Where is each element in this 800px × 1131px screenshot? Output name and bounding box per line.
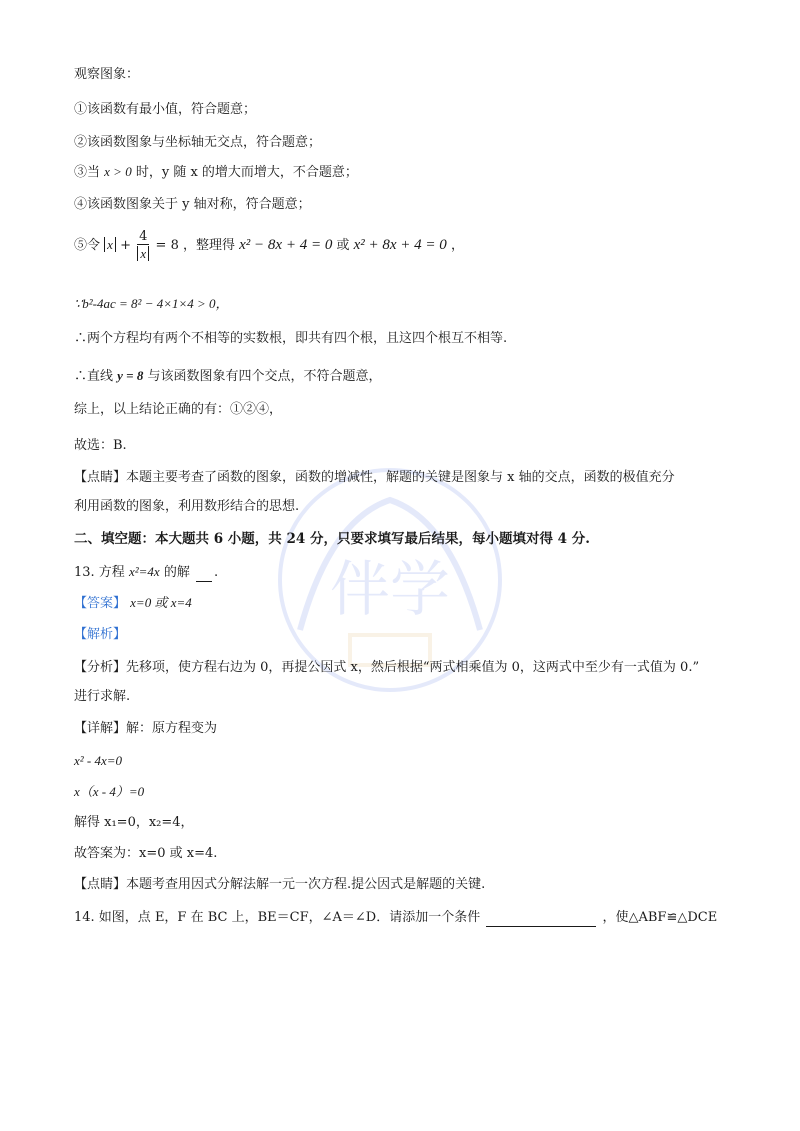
text-fragment: 的解 bbox=[163, 565, 190, 580]
text-line: ④该函数图象关于 y 轴对称，符合题意； bbox=[74, 197, 311, 212]
text-line: 利用函数的图象，利用数形结合的思想. bbox=[74, 499, 300, 514]
text-fragment: ，整理得 bbox=[182, 238, 235, 253]
math-expression: x² + 8x + 4 = 0 bbox=[353, 237, 447, 253]
text-fragment: ③当 bbox=[74, 165, 101, 180]
fraction-denominator bbox=[137, 245, 149, 263]
text-line: 解得 x₁=0，x₂=4， bbox=[74, 815, 194, 830]
math-expression: x² − 8x + 4 = 0 bbox=[239, 237, 333, 253]
text-line: ②该函数图象与坐标轴无交点，符合题意； bbox=[74, 135, 322, 150]
question-14 bbox=[74, 909, 717, 927]
text-fragment: 与该函数图象有四个交点，不符合题意， bbox=[147, 369, 382, 384]
math-expression: = 8 bbox=[155, 238, 179, 253]
math-expression: x > 0 bbox=[104, 164, 132, 179]
math-expression: x²=4x bbox=[128, 564, 160, 579]
text-fragment: 或 bbox=[336, 238, 350, 253]
math-line: x（x - 4）=0 bbox=[74, 784, 145, 799]
fraction-numerator: 4 bbox=[139, 228, 148, 244]
text-line: 【详解】解：原方程变为 bbox=[74, 721, 218, 736]
text-fragment: ，使△ABF≌△DCE bbox=[602, 910, 718, 925]
text-fragment: ∴直线 bbox=[74, 369, 114, 384]
text-fragment: 13. 方程 bbox=[74, 565, 125, 580]
math-abs: x bbox=[137, 246, 149, 261]
text-line: 故答案为：x=0 或 x=4. bbox=[74, 846, 218, 861]
text-line: 综上，以上结论正确的有：①②④， bbox=[74, 402, 283, 417]
answer-line bbox=[74, 594, 192, 613]
text-line: 故选：B. bbox=[74, 438, 127, 453]
text-fragment: ， bbox=[450, 238, 464, 253]
math-operator: + bbox=[120, 238, 131, 253]
text-line: 观察图象： bbox=[74, 67, 140, 82]
text-fragment: 14. 如图，点 E，F 在 BC 上，BE＝CF，∠A＝∠D．请添加一个条件 bbox=[74, 910, 481, 925]
math-abs: x bbox=[104, 237, 116, 252]
question-13 bbox=[74, 563, 218, 582]
text-fragment: ⑤令 bbox=[74, 238, 101, 253]
answer-text: x=0 或 x=4 bbox=[130, 595, 192, 610]
math-line: x² - 4x=0 bbox=[74, 753, 123, 768]
text-line: 【分析】先移项，使方程右边为 0，再提公因式 x，然后根据“两式相乘值为 0，这两式中至少有一式值为 0.” bbox=[74, 660, 700, 675]
text-line: 【点睛】本题考查用因式分解法解一元一次方程.提公因式是解题的关键. bbox=[74, 877, 486, 892]
answer-blank bbox=[196, 568, 212, 582]
math-fraction bbox=[137, 229, 149, 263]
svg-text:伴学: 伴学 bbox=[330, 555, 450, 625]
text-fragment: . bbox=[213, 565, 219, 580]
text-line: ∴两个方程均有两个不相等的实数根，即共有四个根，且这四个根互不相等. bbox=[74, 331, 508, 346]
text-line bbox=[74, 367, 382, 386]
answer-blank bbox=[486, 912, 596, 927]
text-line bbox=[74, 228, 464, 263]
analysis-tag: 【解析】 bbox=[74, 627, 127, 642]
text-fragment: 时，y 随 x 的增大而增大，不合题意； bbox=[135, 165, 358, 180]
section-heading: 二、填空题：本大题共 6 小题，共 24 分，只要求填写最后结果，每小题填对得 4 分. bbox=[74, 531, 590, 547]
text-line: ∵b²-4ac = 8² − 4×1×4 > 0， bbox=[74, 296, 229, 311]
text-line: ①该函数有最小值，符合题意； bbox=[74, 102, 257, 117]
text-line: 【点睛】本题主要考查了函数的图象，函数的增减性，解题的关键是图象与 x 轴的交点，函数的极值充分 bbox=[74, 470, 675, 485]
text-line: 进行求解. bbox=[74, 689, 131, 704]
math-expression: y = 8 bbox=[117, 368, 144, 383]
text-line bbox=[74, 163, 358, 182]
answer-tag: 【答案】 bbox=[74, 596, 127, 611]
